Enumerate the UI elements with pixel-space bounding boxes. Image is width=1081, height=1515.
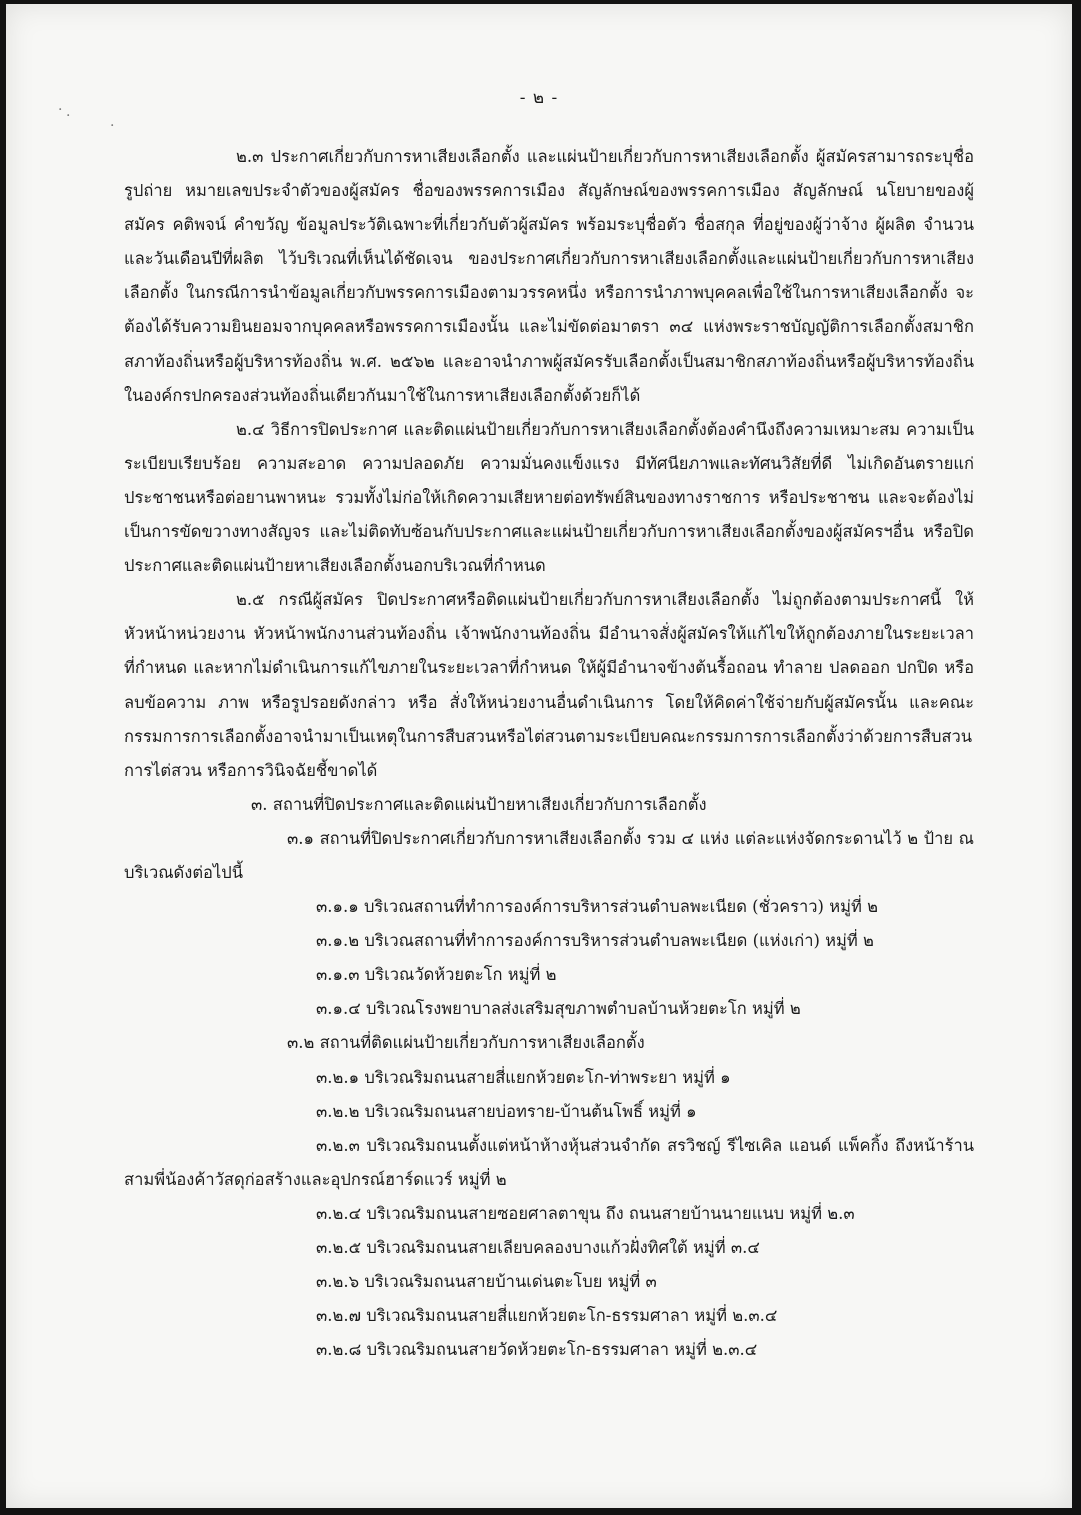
paragraph-2-5: ๒.๕ กรณีผู้สมัคร ปิดประกาศหรือติดแผ่นป้ายเกี่ยวกับการหาเสียงเลือกตั้ง ไม่ถูกต้องตามประกาศนี้ ให้หัวหน้าหน่วยงาน หัวหน้าพนักงานส่วนท้องถิ่น เจ้าพนักงานท้องถิ่น มีอำนาจสั่งผู้สมัครให้แก้ไขให้ถูกต้องภายในระยะเวลาที่กำหนด และหากไม่ดำเนินการแก้ไขภายในระยะเวลาที่กำหนด ให้ผู้มีอำนาจข้างต้นรื้อถอน ทำลาย ปลดออก ปกปิด หรือลบข้อความ ภาพ หรือรูปรอยดังกล่าว หรือ สั่งให้หน่วยงานอื่นดำเนินการ โดยให้คิดค่าใช้จ่ายกับผู้สมัครนั้น และคณะกรรมการการเลือกตั้งอาจนำมาเป็นเหตุในการสืบสวนหรือไต่สวนตามระเบียบคณะกรรมการการเลือกตั้งว่าด้วยการสืบสวน การไต่สวน หรือการวินิจฉัยชี้ขาดได้ xyxy=(124,590,974,780)
paper-speck: · xyxy=(66,108,71,124)
document-body xyxy=(124,140,974,1367)
document-page xyxy=(6,4,1072,1508)
list-item-3-2-7: ๓.๒.๗ บริเวณริมถนนสายสี่แยกห้วยตะโก-ธรรมศาลา หมู่ที่ ๒.๓.๔ xyxy=(316,1306,778,1326)
list-item-3-2-2: ๓.๒.๒ บริเวณริมถนนสายบ่อทราย-บ้านต้นโพธิ์ หมู่ที่ ๑ xyxy=(316,1101,697,1121)
list-item-3-2-3: ๓.๒.๓ บริเวณริมถนนตั้งแต่หน้าห้างหุ้นส่วนจำกัด สรวิชญ์ รีไซเคิล แอนด์ แพ็คกิ้ง ถึงหน้าร้านสามพี่น้องค้าวัสดุก่อสร้างและอุปกรณ์ฮาร์ดแวร์ หมู่ที่ ๒ xyxy=(124,1135,974,1189)
list-item-3-2-6: ๓.๒.๖ บริเวณริมถนนสายบ้านเด่นตะโบย หมู่ที่ ๓ xyxy=(316,1272,657,1292)
list-item-3-1-1: ๓.๑.๑ บริเวณสถานที่ทำการองค์การบริหารส่วนตำบลพะเนียด (ชั่วคราว) หมู่ที่ ๒ xyxy=(316,897,878,917)
paragraph-2-3: ๒.๓ ประกาศเกี่ยวกับการหาเสียงเลือกตั้ง และแผ่นป้ายเกี่ยวกับการหาเสียงเลือกตั้ง ผู้สมัครสามารถระบุชื่อ รูปถ่าย หมายเลขประจำตัวของผู้สมัคร ชื่อของพรรคการเมือง สัญลักษณ์ของพรรคการเมือง สัญลักษณ์ นโยบายของผู้สมัคร คติพจน์ คำขวัญ ข้อมูลประวัติเฉพาะที่เกี่ยวกับตัวผู้สมัคร พร้อมระบุชื่อตัว ชื่อสกุล ที่อยู่ของผู้ว่าจ้าง ผู้ผลิต จำนวน และวันเดือนปีที่ผลิต ไว้บริเวณที่เห็นได้ชัดเจน ของประกาศเกี่ยวกับการหาเสียงเลือกตั้งและแผ่นป้ายเกี่ยวกับการหาเสียงเลือกตั้ง ในกรณีการนำข้อมูลเกี่ยวกับพรรคการเมืองตามวรรคหนึ่ง หรือการนำภาพบุคคลเพื่อใช้ในการหาเสียงเลือกตั้ง จะต้องได้รับความยินยอมจากบุคคลหรือพรรคการเมืองนั้น และไม่ขัดต่อมาตรา ๓๔ แห่งพระราชบัญญัติการเลือกตั้งสมาชิกสภาท้องถิ่นหรือผู้บริหารท้องถิ่น พ.ศ. ๒๕๖๒ และอาจนำภาพผู้สมัครรับเลือกตั้งเป็นสมาชิกสภาท้องถิ่นหรือผู้บริหารท้องถิ่นในองค์กรปกครองส่วนท้องถิ่นเดียวกันมาใช้ในการหาเสียงเลือกตั้งด้วยก็ได้ xyxy=(124,147,974,405)
list-item-3-2-4: ๓.๒.๔ บริเวณริมถนนสายซอยศาลตาขุน ถึง ถนนสายบ้านนายแนบ หมู่ที่ ๒.๓ xyxy=(316,1203,855,1223)
list-item-3-2-1: ๓.๒.๑ บริเวณริมถนนสายสี่แยกห้วยตะโก-ท่าพระยา หมู่ที่ ๑ xyxy=(316,1067,731,1087)
section-3-1-intro: ๓.๑ สถานที่ปิดประกาศเกี่ยวกับการหาเสียงเลือกตั้ง รวม ๔ แห่ง แต่ละแห่งจัดกระดานไว้ ๒ ป้าย ณ บริเวณดังต่อไปนี้ xyxy=(124,828,974,882)
page-number: - ๒ - xyxy=(519,88,559,108)
paper-speck: · xyxy=(58,102,63,118)
list-item-3-1-3: ๓.๑.๓ บริเวณวัดห้วยตะโก หมู่ที่ ๒ xyxy=(316,965,557,985)
list-item-3-2-8: ๓.๒.๘ บริเวณริมถนนสายวัดห้วยตะโก-ธรรมศาลา หมู่ที่ ๒.๓.๔ xyxy=(316,1340,758,1360)
list-item-3-2-5: ๓.๒.๕ บริเวณริมถนนสายเลียบคลองบางแก้วฝั่งทิศใต้ หมู่ที่ ๓.๔ xyxy=(316,1238,760,1257)
section-3-2-intro: ๓.๒ สถานที่ติดแผ่นป้ายเกี่ยวกับการหาเสียงเลือกตั้ง xyxy=(287,1033,645,1053)
section-3-heading: ๓. สถานที่ปิดประกาศและติดแผ่นป้ายหาเสียงเกี่ยวกับการเลือกตั้ง xyxy=(251,794,707,814)
paragraph-2-4: ๒.๔ วิธีการปิดประกาศ และติดแผ่นป้ายเกี่ยวกับการหาเสียงเลือกตั้งต้องคำนึงถึงความเหมาะสม ความเป็นระเบียบเรียบร้อย ความสะอาด ความปลอดภัย ความมั่นคงแข็งแรง มีทัศนียภาพและทัศนวิสัยที่ดี ไม่เกิดอันตรายแก่ประชาชนหรือต่อยานพาหนะ รวมทั้งไม่ก่อให้เกิดความเสียหายต่อทรัพย์สินของทางราชการ หรือประชาชน และจะต้องไม่เป็นการขัดขวางทางสัญจร และไม่ติดทับซ้อนกับประกาศและแผ่นป้ายเกี่ยวกับการหาเสียงเลือกตั้งของผู้สมัครฯอื่น หรือปิดประกาศและติดแผ่นป้ายหาเสียงเลือกตั้งนอกบริเวณที่กำหนด xyxy=(124,419,974,576)
list-item-3-1-4: ๓.๑.๔ บริเวณโรงพยาบาลส่งเสริมสุขภาพตำบลบ้านห้วยตะโก หมู่ที่ ๒ xyxy=(316,999,801,1019)
paper-speck: · xyxy=(110,118,115,134)
list-item-3-1-2: ๓.๑.๒ บริเวณสถานที่ทำการองค์การบริหารส่วนตำบลพะเนียด (แห่งเก่า) หมู่ที่ ๒ xyxy=(316,931,874,951)
